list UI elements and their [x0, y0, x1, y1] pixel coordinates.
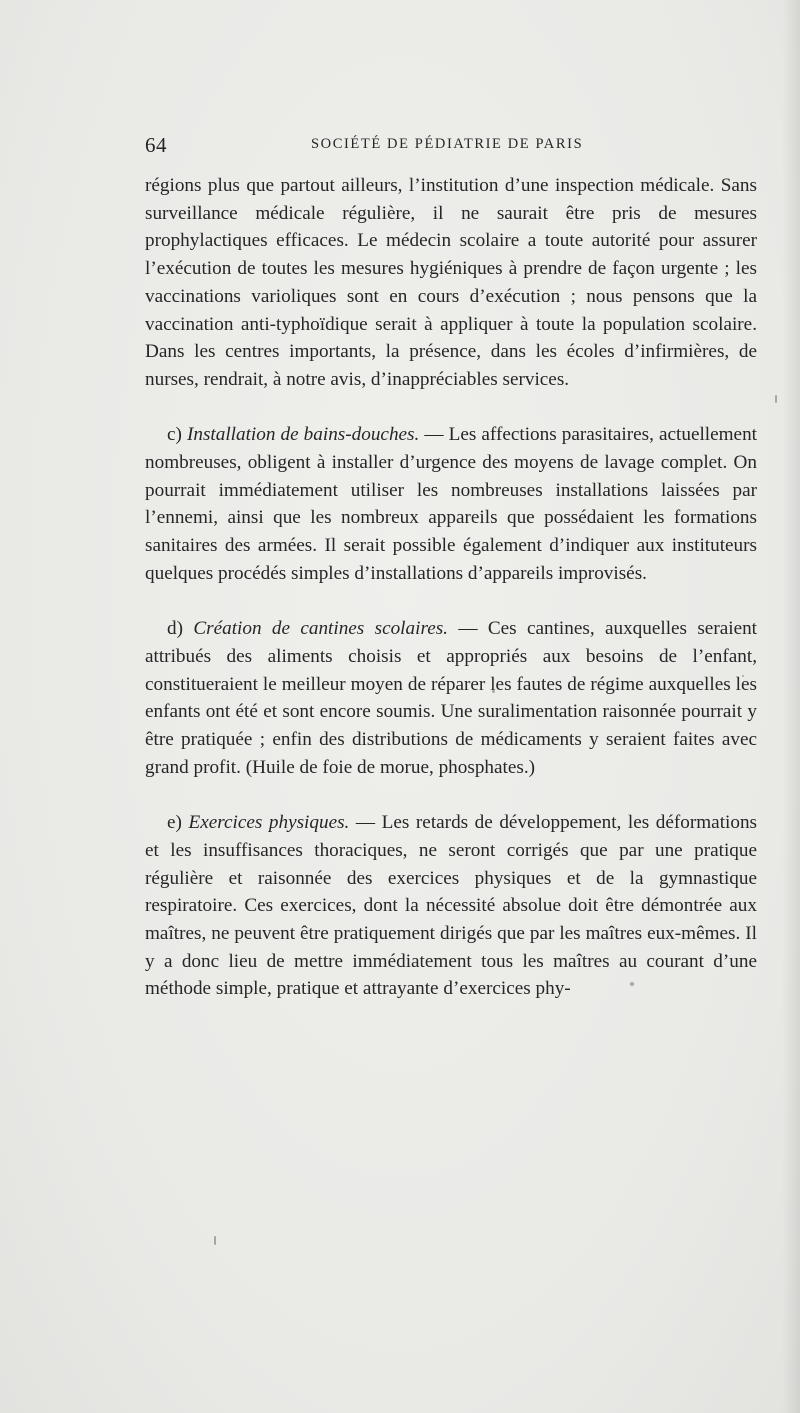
section-title: Création de cantines scolaires. [193, 618, 448, 640]
paragraph-bains-douches [145, 421, 757, 587]
scan-speck [492, 690, 495, 693]
running-head [145, 133, 757, 161]
scan-speck [775, 395, 777, 403]
scan-speck [630, 982, 634, 986]
paragraph-text: — Ces cantines, auxquelles seraient attribués des aliments choisis et appropriés aux besoins de l’enfant, constitueraient le meilleur moyen de réparer les fautes de régime auxquelles les enfants ont été et sont encore soumis. Une suralimentation raisonnée pourrait y être pratiquée ; enfin des distributions de médicaments y seraient faites avec grand profit. (Huile de foie de morue, phosphates.) [145, 618, 758, 778]
scan-speck [214, 1236, 216, 1245]
scan-speck [742, 675, 744, 677]
journal-title: SOCIÉTÉ DE PÉDIATRIE DE PARIS [311, 136, 584, 152]
paragraph-exercices [145, 809, 757, 1003]
section-title: Exercices physiques. [188, 812, 350, 834]
body-text [145, 172, 757, 1003]
section-label: d) [167, 618, 183, 640]
section-title: Installation de bains-douches. [186, 424, 420, 446]
paragraph-text: — Les affections parasitaires, actuellement nombreuses, obligent à installer d’urgence des moyens de lavage complet. On pourrait immédiatement utiliser les nombreuses installations laissées par l’ennemi, ainsi que les nombreux appareils que possédaient les formations sanitaires des armées. Il serait possible également d’indiquer aux instituteurs quelques procédés simples d’installations d’appareils improvisés. [145, 424, 758, 584]
paragraph-text: régions plus que partout ailleurs, l’institution d’une inspection médicale. Sans surveillance médicale régulière, il ne saurait être pris de mesures prophylactiques efficaces. Le médecin scolaire a toute autorité pour assurer l’exécution de toutes les mesures hygiéniques à prendre de façon urgente ; les vaccinations varioliques sont en cours d’exécution ; nous pensons que la vaccination anti-typhoïdique serait à appliquer à toute la population scolaire. Dans les centres importants, la présence, dans les écoles d’infirmières, de nurses, rendrait, à notre avis, d’inappréciables services. [145, 175, 757, 390]
paragraph-text: — Les retards de développement, les déformations et les insuffisances thoraciques, ne seront corrigés que par une pratique régulière et raisonnée des exercices physiques et de la gymnastique respiratoire. Ces exercices, dont la nécessité absolue doit être démontrée aux maîtres, ne peuvent être pratiquement dirigés que par les maîtres eux-mêmes. Il y a donc lieu de mettre immédiatement tous les maîtres au courant d’une méthode simple, pratique et attrayante d’exercices phy- [145, 812, 758, 1000]
paragraph-cantines [145, 615, 757, 781]
page-number: 64 [145, 133, 167, 157]
page-edge-shadow [782, 0, 800, 1413]
section-label: e) [167, 812, 182, 834]
section-label: c) [167, 424, 182, 446]
paragraph-intro [145, 172, 757, 394]
